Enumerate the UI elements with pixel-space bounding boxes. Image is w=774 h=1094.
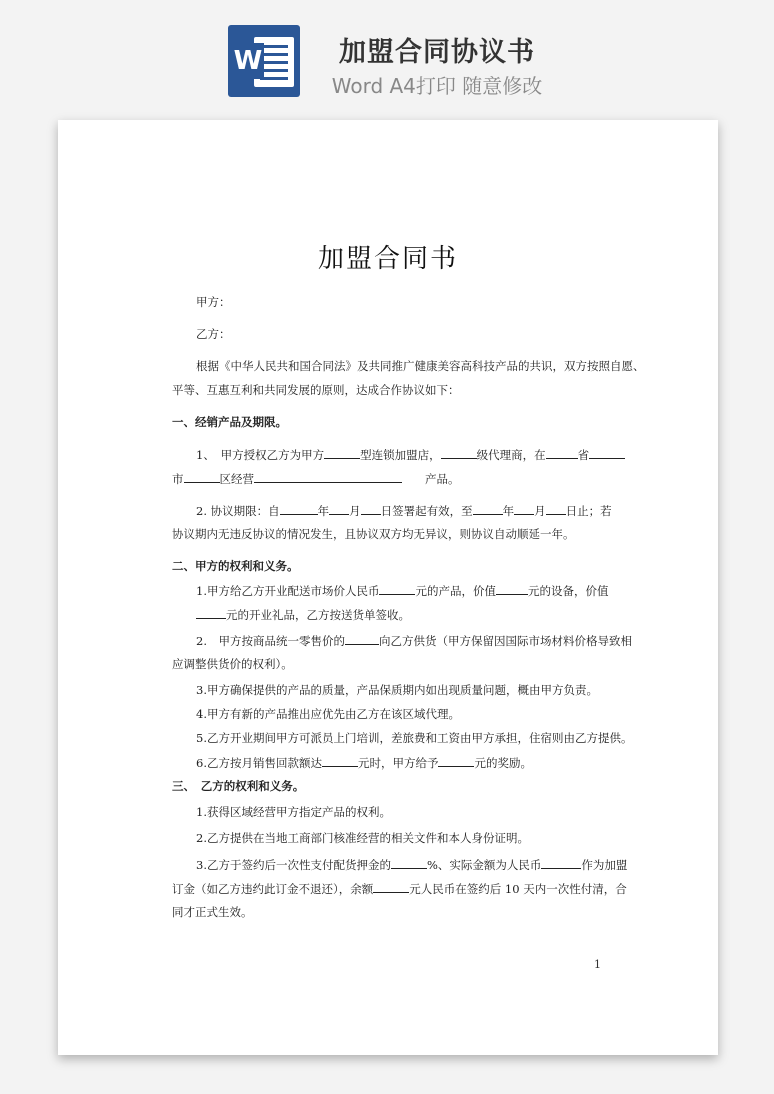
word-icon: [228, 25, 300, 97]
clause-1-1-line-1: 1、 甲方授权乙方为甲方 型连锁加盟店， 级代理商，在 省: [196, 446, 636, 463]
document-page: [58, 120, 718, 1055]
clause-3-2: 2.乙方提供在当地工商部门核准经营的相关文件和本人身份证明。: [196, 831, 529, 845]
header-banner: [0, 0, 774, 110]
clause-2-5: 5.乙方开业期间甲方可派员上门培训，差旅费和工资由甲方承担，住宿则由乙方提供。: [196, 731, 633, 745]
clause-1-2-line-1: 2. 协议期限：自 年 月 日签署起有效，至 年 月 日止；若: [196, 504, 612, 518]
header-subtitle: Word A4打印 随意修改: [331, 74, 543, 98]
intro-line-2: 平等、互惠互利和共同发展的原则，达成合作协议如下：: [172, 383, 460, 397]
clause-1-2-line-2: 协议期内无违反协议的情况发生，且协议双方均无异议，则协议自动顺延一年。: [172, 527, 575, 541]
party-b-label: 乙方：: [196, 327, 231, 341]
section-1-heading: 一、经销产品及期限。: [172, 415, 287, 429]
clause-3-3-line-1: 3.乙方于签约后一次性支付配货押金的 %、实际金额为人民币 作为加盟: [196, 858, 628, 872]
clause-2-1-line-2: 元的开业礼品，乙方按送货单签收。: [196, 606, 636, 623]
clause-2-2-line-2: 应调整供货价的权利）。: [172, 657, 293, 671]
clause-3-3-line-2: 订金（如乙方违约此订金不退还），余额 元人民币在签约后 10 天内一次性付清，合: [172, 882, 627, 896]
clause-2-4: 4.甲方有新的产品推出应优先由乙方在该区域代理。: [196, 707, 460, 721]
clause-2-3: 3.甲方确保提供的产品的质量，产品保质期内如出现质量问题，概由甲方负责。: [196, 683, 598, 697]
party-a-label: 甲方：: [196, 295, 231, 309]
section-3-heading: 三、 乙方的权利和义务。: [172, 779, 305, 793]
document-title: 加盟合同书: [317, 244, 458, 274]
intro-line-1: 根据《中华人民共和国合同法》及共同推广健康美容高科技产品的共识，双方按照自愿、: [196, 359, 645, 373]
page-number: 1: [594, 958, 601, 971]
clause-3-3-line-3: 同才正式生效。: [172, 905, 253, 919]
clause-2-2-line-1: 2. 甲方按商品统一零售价的 向乙方供货（甲方保留因国际市场材料价格导致相: [196, 634, 632, 648]
word-letter-badge: W: [232, 43, 264, 79]
clause-2-6: 6.乙方按月销售回款额达 元时，甲方给予 元的奖励。: [196, 756, 532, 770]
section-2-heading: 二、甲方的权利和义务。: [172, 559, 299, 573]
clause-1-1-line-2: 市 区经营 产品。: [172, 472, 460, 486]
clause-3-1: 1.获得区域经营甲方指定产品的权利。: [196, 805, 391, 819]
clause-2-1-line-1: 1.甲方给乙方开业配送市场价人民币 元的产品，价值 元的设备，价值: [196, 584, 609, 598]
header-title: 加盟合同协议书: [339, 37, 535, 68]
